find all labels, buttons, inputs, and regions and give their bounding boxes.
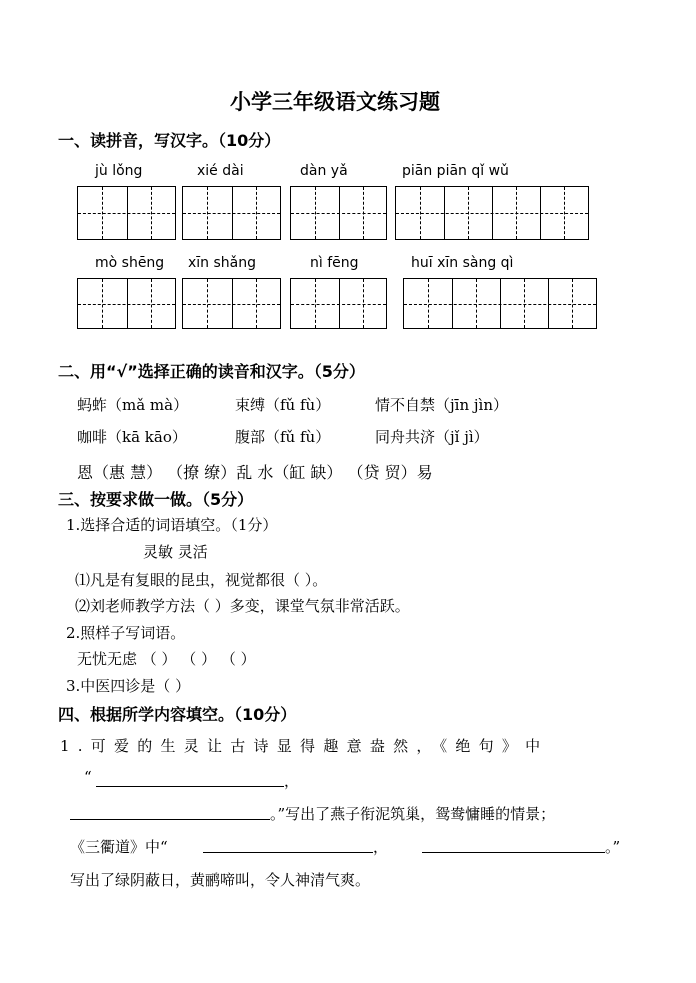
writing-box-7[interactable]: [290, 278, 387, 329]
q3-1b: ⑵刘老师教学方法（ ）多变，课堂气氛非常活跃。: [75, 597, 410, 615]
choice-item-6: 同舟共济（jǐ jì）: [375, 428, 489, 446]
choice-line-3: 恩（惠 慧） （撩 缭）乱 水（缸 缺） （贷 贸）易: [77, 463, 433, 482]
pinyin-5: mò shēng: [95, 255, 165, 271]
q3-3: 3.中医四诊是（ ）: [66, 677, 191, 695]
answer-blank-1[interactable]: [96, 768, 284, 787]
choice-item-3: 情不自禁（jīn jìn）: [375, 396, 508, 414]
q3-1: 1.选择合适的词语填空。（1分）: [66, 516, 278, 534]
q4-1-line3-tail: 。”写出了燕子衔泥筑巢，鸳鸯慵睡的情景；: [270, 805, 556, 823]
writing-box-3[interactable]: [290, 186, 387, 240]
q4-1-line4-mid: ，: [373, 838, 389, 856]
writing-box-6[interactable]: [182, 278, 281, 329]
q4-1-line4-head: 《三衢道》中“: [70, 838, 168, 856]
choice-item-1: 蚂蚱（mǎ mà）: [77, 396, 189, 414]
writing-box-5[interactable]: [77, 278, 176, 329]
pinyin-1: jù lǒng: [95, 163, 143, 179]
pinyin-3: dàn yǎ: [300, 163, 348, 179]
pinyin-6: xīn shǎng: [188, 255, 257, 271]
writing-box-4[interactable]: [395, 186, 589, 240]
section4-heading: 四、根据所学内容填空。（10分）: [58, 705, 297, 724]
section3-heading: 三、按要求做一做。（5分）: [58, 490, 254, 509]
writing-box-8[interactable]: [403, 278, 597, 329]
q4-1-line5: 写出了绿阴蔽日，黄鹂啼叫，令人神清气爽。: [70, 871, 371, 889]
writing-box-2[interactable]: [182, 186, 281, 240]
answer-blank-4[interactable]: [422, 834, 605, 853]
section1-heading: 一、读拼音，写汉字。（10分）: [58, 131, 281, 150]
q3-1a: ⑴凡是有复眼的昆虫，视觉都很（ ）。: [75, 571, 328, 589]
pinyin-7: nì fēng: [310, 255, 359, 271]
word-choices: 灵敏 灵活: [143, 543, 208, 561]
pinyin-2: xié dài: [197, 163, 244, 179]
choice-item-2: 束缚（fǔ fù）: [235, 396, 331, 414]
choice-item-5: 腹部（fǔ fù）: [235, 428, 331, 446]
answer-blank-3[interactable]: [203, 834, 373, 853]
pinyin-8: huī xīn sàng qì: [411, 255, 514, 271]
section2-heading: 二、用“√”选择正确的读音和汉字。（5分）: [58, 362, 365, 381]
answer-blank-2[interactable]: [70, 801, 270, 820]
pinyin-4: piān piān qǐ wǔ: [402, 163, 509, 179]
page-title: 小学三年级语文练习题: [230, 90, 440, 114]
quote-open: “: [84, 768, 92, 786]
q4-1-line4-tail: 。”: [605, 838, 621, 856]
writing-box-1[interactable]: [77, 186, 176, 240]
choice-item-4: 咖啡（kā kāo）: [77, 428, 187, 446]
q3-2: 2.照样子写词语。: [66, 624, 186, 642]
comma-1: ，: [284, 772, 300, 790]
q4-1-start: 1.可爱的生灵让古诗显得趣意盎然，《绝句》中: [60, 737, 549, 755]
q3-2-line: 无忧无虑 （ ） （ ） （ ）: [77, 650, 256, 668]
